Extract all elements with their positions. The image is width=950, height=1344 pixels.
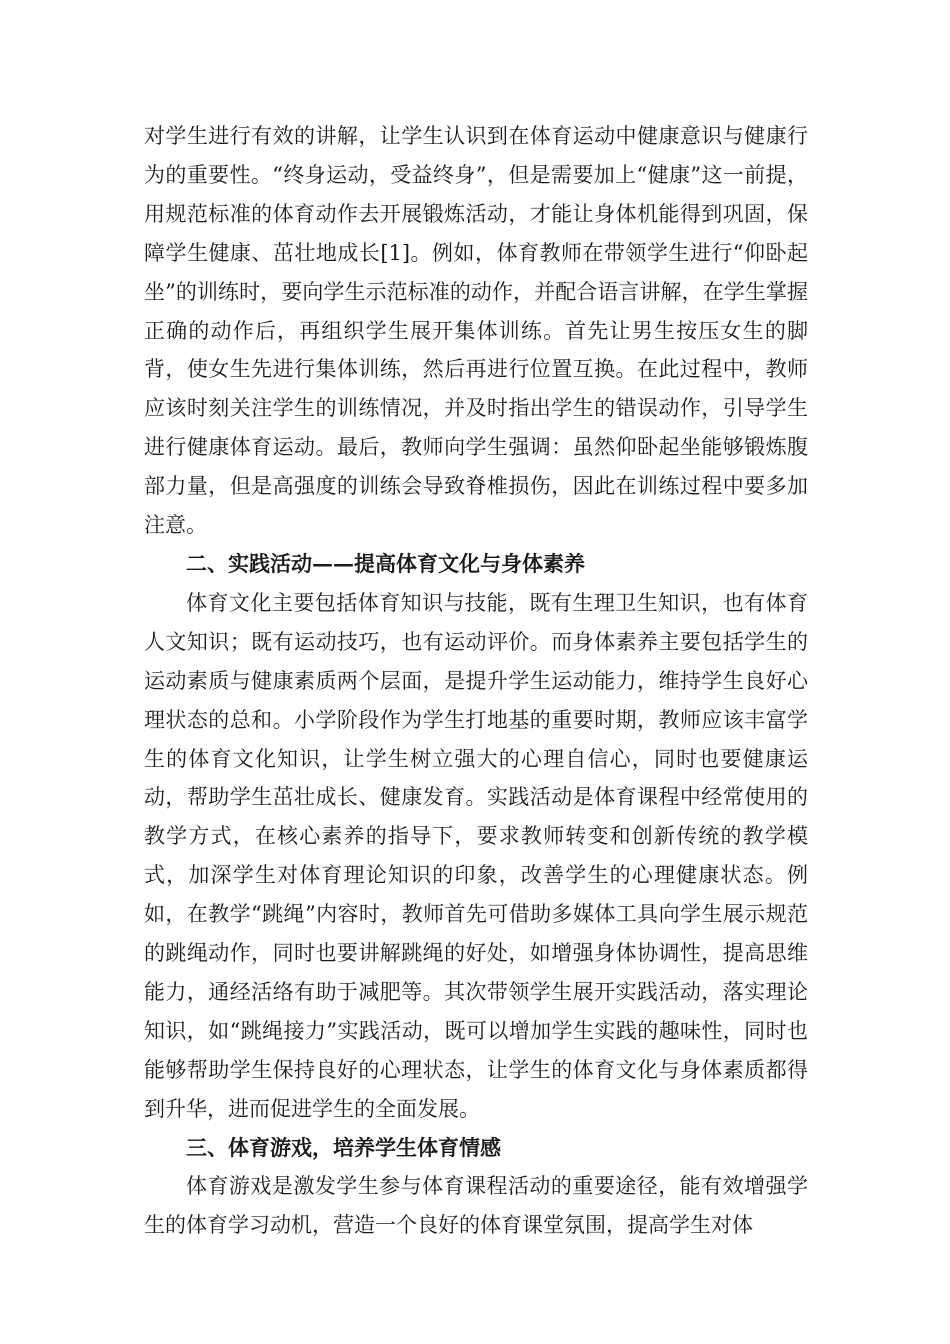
section-paragraph-practice-activities: 体育文化主要包括体育知识与技能，既有生理卫生知识，也有体育人文知识；既有运动技巧，也有运动评价。而身体素养主要包括学生的运动素质与健康素质两个层面，是提升学生运动能力，维持学生良好心理状态的总和。小学阶段作为学生打地基的重要时期，教师应该丰富学生的体育文化知识，让学生树立强大的心理自信心，同时也要健康运动，帮助学生茁壮成长、健康发育。实践活动是体育课程中经常使用的教学方式，在核心素养的指导下，要求教师转变和创新传统的教学模式，加深学生对体育理论知识的印象，改善学生的心理健康状态。例如，在教学“跳绳”内容时，教师首先可借助多媒体工具向学生展示规范的跳绳动作，同时也要讲解跳绳的好处，如增强身体协调性，提高思维能力，通经活络有助于减肥等。其次带领学生展开实践活动，落实理论知识，如“跳绳接力”实践活动，既可以增加学生实践的趣味性，同时也能够帮助学生保持良好的心理状态，让学生的体育文化与身体素质都得到升华，进而促进学生的全面发展。 [144, 590, 808, 1121]
section-heading-sports-games: 三、体育游戏，培养学生体育情感 [186, 1134, 501, 1160]
section-paragraph-sports-games: 体育游戏是激发学生参与体育课程活动的重要途径，能有效增强学生的体育学习动机，营造一个良好的体育课堂氛围，提高学生对体 [144, 1174, 808, 1238]
continued-paragraph: 对学生进行有效的讲解，让学生认识到在体育运动中健康意识与健康行为的重要性。“终身运动，受益终身”，但是需要加上“健康”这一前提，用规范标准的体育动作去开展锻炼活动，才能让身体机能得到巩固，保障学生健康、茁壮地成长[1]。例如，体育教师在带领学生进行“仰卧起坐”的训练时，要向学生示范标准的动作，并配合语言讲解，在学生掌握正确的动作后，再组织学生展开集体训练。首先让男生按压女生的脚背，使女生先进行集体训练，然后再进行位置互换。在此过程中，教师应该时刻关注学生的训练情况，并及时指出学生的错误动作，引导学生进行健康体育运动。最后，教师向学生强调：虽然仰卧起坐能够锻炼腹部力量，但是高强度的训练会导致脊椎损伤，因此在训练过程中要多加注意。 [144, 124, 808, 538]
document-body [144, 117, 808, 1245]
section-heading-practice-activities: 二、实践活动——提高体育文化与身体素养 [186, 550, 585, 576]
